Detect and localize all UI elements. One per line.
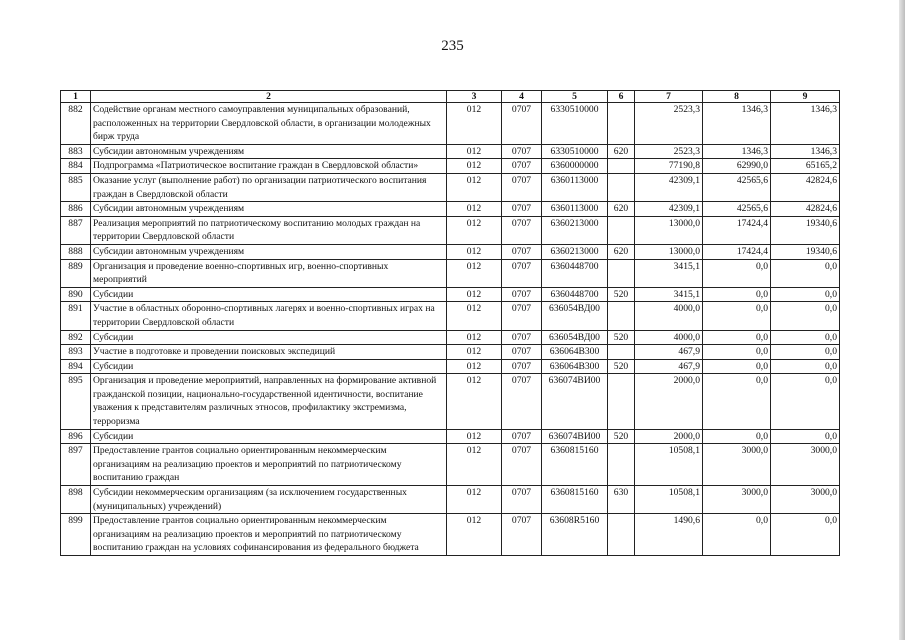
row-code-3: 012 xyxy=(447,159,502,174)
column-header: 8 xyxy=(703,91,771,103)
row-code-3: 012 xyxy=(447,429,502,444)
row-number: 895 xyxy=(61,374,91,429)
row-code-6 xyxy=(608,444,635,486)
row-amount-8: 0,0 xyxy=(703,345,771,360)
header-row xyxy=(61,91,840,103)
row-number: 887 xyxy=(61,216,91,244)
row-code-4: 0707 xyxy=(502,216,542,244)
row-code-4: 0707 xyxy=(502,444,542,486)
row-amount-8: 0,0 xyxy=(703,429,771,444)
table-row xyxy=(61,287,840,302)
row-amount-7: 3415,1 xyxy=(635,287,703,302)
row-code-5: 6360000000 xyxy=(542,159,608,174)
column-header: 7 xyxy=(635,91,703,103)
row-amount-9: 0,0 xyxy=(771,359,840,374)
row-code-5: 63608R5160 xyxy=(542,514,608,556)
row-number: 886 xyxy=(61,202,91,217)
row-code-5: 636064В300 xyxy=(542,359,608,374)
row-amount-8: 1346,3 xyxy=(703,103,771,145)
row-code-4: 0707 xyxy=(502,486,542,514)
row-amount-8: 17424,4 xyxy=(703,244,771,259)
row-amount-9: 19340,6 xyxy=(771,216,840,244)
row-code-5: 6360815160 xyxy=(542,444,608,486)
table-row xyxy=(61,173,840,201)
row-code-3: 012 xyxy=(447,302,502,330)
row-amount-7: 42309,1 xyxy=(635,202,703,217)
row-number: 883 xyxy=(61,144,91,159)
row-number: 892 xyxy=(61,330,91,345)
row-amount-9: 3000,0 xyxy=(771,444,840,486)
row-number: 898 xyxy=(61,486,91,514)
row-amount-9: 0,0 xyxy=(771,374,840,429)
row-amount-8: 0,0 xyxy=(703,359,771,374)
row-amount-7: 42309,1 xyxy=(635,173,703,201)
table-row xyxy=(61,144,840,159)
row-code-6: 630 xyxy=(608,486,635,514)
row-code-6: 620 xyxy=(608,144,635,159)
row-amount-7: 10508,1 xyxy=(635,486,703,514)
row-code-4: 0707 xyxy=(502,359,542,374)
row-amount-9: 0,0 xyxy=(771,259,840,287)
row-amount-9: 65165,2 xyxy=(771,159,840,174)
row-amount-7: 2000,0 xyxy=(635,429,703,444)
row-code-4: 0707 xyxy=(502,202,542,217)
row-number: 893 xyxy=(61,345,91,360)
page-number: 235 xyxy=(441,38,464,54)
row-number: 888 xyxy=(61,244,91,259)
row-number: 889 xyxy=(61,259,91,287)
row-code-3: 012 xyxy=(447,514,502,556)
table-row xyxy=(61,486,840,514)
column-header: 1 xyxy=(61,91,91,103)
row-number: 885 xyxy=(61,173,91,201)
row-code-3: 012 xyxy=(447,244,502,259)
row-code-4: 0707 xyxy=(502,429,542,444)
column-header: 2 xyxy=(91,91,447,103)
row-name: Субсидии xyxy=(91,359,447,374)
row-code-6 xyxy=(608,514,635,556)
table-row xyxy=(61,202,840,217)
table-row xyxy=(61,330,840,345)
row-number: 896 xyxy=(61,429,91,444)
row-name: Субсидии автономным учреждениям xyxy=(91,202,447,217)
row-number: 894 xyxy=(61,359,91,374)
row-amount-7: 10508,1 xyxy=(635,444,703,486)
row-code-5: 6360448700 xyxy=(542,259,608,287)
row-number: 882 xyxy=(61,103,91,145)
row-amount-7: 13000,0 xyxy=(635,244,703,259)
row-name: Участие в подготовке и проведении поисковых экспедиций xyxy=(91,345,447,360)
row-amount-8: 17424,4 xyxy=(703,216,771,244)
row-amount-8: 3000,0 xyxy=(703,486,771,514)
row-code-3: 012 xyxy=(447,216,502,244)
row-code-3: 012 xyxy=(447,444,502,486)
row-amount-9: 0,0 xyxy=(771,429,840,444)
row-code-5: 636054ВД00 xyxy=(542,330,608,345)
column-header: 9 xyxy=(771,91,840,103)
row-code-3: 012 xyxy=(447,202,502,217)
row-number: 899 xyxy=(61,514,91,556)
table-row xyxy=(61,444,840,486)
row-name: Субсидии xyxy=(91,287,447,302)
row-code-3: 012 xyxy=(447,330,502,345)
column-header: 4 xyxy=(502,91,542,103)
row-amount-9: 1346,3 xyxy=(771,103,840,145)
row-code-4: 0707 xyxy=(502,244,542,259)
row-name: Реализация мероприятий по патриотическому воспитанию молодых граждан на территории Свердловской области xyxy=(91,216,447,244)
row-name: Субсидии xyxy=(91,429,447,444)
row-code-4: 0707 xyxy=(502,302,542,330)
row-amount-7: 467,9 xyxy=(635,359,703,374)
row-name: Субсидии автономным учреждениям xyxy=(91,144,447,159)
row-code-4: 0707 xyxy=(502,144,542,159)
table-body xyxy=(61,103,840,556)
row-code-3: 012 xyxy=(447,173,502,201)
row-code-5: 6330510000 xyxy=(542,144,608,159)
row-number: 897 xyxy=(61,444,91,486)
row-code-3: 012 xyxy=(447,345,502,360)
row-name: Предоставление грантов социально ориентированным некоммерческим организациям на реализацию проектов и мероприятий по патриотическому воспитанию граждан xyxy=(91,444,447,486)
table-row xyxy=(61,244,840,259)
row-code-3: 012 xyxy=(447,374,502,429)
row-name: Подпрограмма «Патриотическое воспитание граждан в Свердловской области» xyxy=(91,159,447,174)
row-code-6 xyxy=(608,374,635,429)
row-code-5: 636064В300 xyxy=(542,345,608,360)
row-code-6 xyxy=(608,103,635,145)
table-row xyxy=(61,103,840,145)
row-amount-9: 0,0 xyxy=(771,330,840,345)
row-amount-9: 0,0 xyxy=(771,287,840,302)
row-amount-7: 2000,0 xyxy=(635,374,703,429)
row-code-5: 6360815160 xyxy=(542,486,608,514)
row-code-3: 012 xyxy=(447,287,502,302)
row-amount-7: 4000,0 xyxy=(635,330,703,345)
row-code-5: 6360448700 xyxy=(542,287,608,302)
row-amount-8: 0,0 xyxy=(703,514,771,556)
row-amount-8: 3000,0 xyxy=(703,444,771,486)
row-code-6: 620 xyxy=(608,202,635,217)
row-number: 890 xyxy=(61,287,91,302)
table-row xyxy=(61,259,840,287)
row-code-5: 636054ВД00 xyxy=(542,302,608,330)
column-header: 3 xyxy=(447,91,502,103)
row-amount-9: 19340,6 xyxy=(771,244,840,259)
row-code-5: 6330510000 xyxy=(542,103,608,145)
row-code-6: 520 xyxy=(608,287,635,302)
row-amount-8: 62990,0 xyxy=(703,159,771,174)
row-amount-9: 42824,6 xyxy=(771,173,840,201)
row-code-4: 0707 xyxy=(502,103,542,145)
row-name: Организация и проведение военно-спортивных игр, военно-спортивных мероприятий xyxy=(91,259,447,287)
table-row xyxy=(61,429,840,444)
row-code-4: 0707 xyxy=(502,287,542,302)
budget-table xyxy=(60,90,840,556)
table-row xyxy=(61,359,840,374)
row-code-5: 6360213000 xyxy=(542,216,608,244)
row-code-4: 0707 xyxy=(502,374,542,429)
row-code-5: 6360113000 xyxy=(542,173,608,201)
row-code-3: 012 xyxy=(447,359,502,374)
row-amount-7: 3415,1 xyxy=(635,259,703,287)
row-amount-7: 2523,3 xyxy=(635,144,703,159)
row-amount-9: 0,0 xyxy=(771,302,840,330)
table-row xyxy=(61,514,840,556)
row-name: Субсидии некоммерческим организациям (за исключением государственных (муниципальных) учреждений) xyxy=(91,486,447,514)
row-name: Субсидии xyxy=(91,330,447,345)
row-amount-9: 0,0 xyxy=(771,345,840,360)
row-amount-8: 42565,6 xyxy=(703,173,771,201)
table-row xyxy=(61,159,840,174)
row-code-4: 0707 xyxy=(502,514,542,556)
row-amount-7: 2523,3 xyxy=(635,103,703,145)
row-amount-8: 0,0 xyxy=(703,287,771,302)
row-number: 884 xyxy=(61,159,91,174)
scan-edge xyxy=(899,0,905,640)
table-row xyxy=(61,345,840,360)
row-code-4: 0707 xyxy=(502,159,542,174)
row-amount-7: 13000,0 xyxy=(635,216,703,244)
row-code-6 xyxy=(608,259,635,287)
row-code-3: 012 xyxy=(447,103,502,145)
row-code-6 xyxy=(608,216,635,244)
row-code-5: 636074ВИ00 xyxy=(542,429,608,444)
row-amount-9: 42824,6 xyxy=(771,202,840,217)
table-row xyxy=(61,374,840,429)
row-code-5: 636074ВИ00 xyxy=(542,374,608,429)
row-name: Предоставление грантов социально ориентированным некоммерческим организациям на реализацию проектов и мероприятий по патриотическому воспитанию граждан на условиях софинансирования из федерального бюджета xyxy=(91,514,447,556)
row-code-6: 520 xyxy=(608,359,635,374)
row-code-4: 0707 xyxy=(502,173,542,201)
row-code-6: 520 xyxy=(608,429,635,444)
row-code-6 xyxy=(608,173,635,201)
row-name: Субсидии автономным учреждениям xyxy=(91,244,447,259)
row-code-6 xyxy=(608,159,635,174)
row-amount-8: 0,0 xyxy=(703,259,771,287)
row-code-3: 012 xyxy=(447,486,502,514)
row-number: 891 xyxy=(61,302,91,330)
row-amount-7: 467,9 xyxy=(635,345,703,360)
row-amount-9: 1346,3 xyxy=(771,144,840,159)
row-code-6 xyxy=(608,302,635,330)
row-code-6: 620 xyxy=(608,244,635,259)
row-code-6 xyxy=(608,345,635,360)
row-code-6: 520 xyxy=(608,330,635,345)
row-amount-8: 0,0 xyxy=(703,330,771,345)
row-code-5: 6360213000 xyxy=(542,244,608,259)
table-row xyxy=(61,302,840,330)
row-code-4: 0707 xyxy=(502,345,542,360)
row-code-4: 0707 xyxy=(502,330,542,345)
row-amount-9: 0,0 xyxy=(771,514,840,556)
row-amount-8: 42565,6 xyxy=(703,202,771,217)
row-code-5: 6360113000 xyxy=(542,202,608,217)
row-amount-8: 0,0 xyxy=(703,302,771,330)
row-name: Участие в областных оборонно-спортивных лагерях и военно-спортивных играх на территории Свердловской области xyxy=(91,302,447,330)
row-amount-7: 4000,0 xyxy=(635,302,703,330)
row-name: Содействие органам местного самоуправления муниципальных образований, расположенных на территории Свердловской области, в организации молодежных бирж труда xyxy=(91,103,447,145)
row-name: Оказание услуг (выполнение работ) по организации патриотического воспитания граждан в Свердловской области xyxy=(91,173,447,201)
row-name: Организация и проведение мероприятий, направленных на формирование активной гражданской позиции, национально-государственной идентичности, воспитание уважения к представителям различных этносов, профилактику экстремизма, терроризма xyxy=(91,374,447,429)
row-amount-7: 1490,6 xyxy=(635,514,703,556)
column-header: 6 xyxy=(608,91,635,103)
row-amount-9: 3000,0 xyxy=(771,486,840,514)
row-amount-7: 77190,8 xyxy=(635,159,703,174)
row-amount-8: 1346,3 xyxy=(703,144,771,159)
row-amount-8: 0,0 xyxy=(703,374,771,429)
row-code-3: 012 xyxy=(447,259,502,287)
row-code-3: 012 xyxy=(447,144,502,159)
column-header: 5 xyxy=(542,91,608,103)
row-code-4: 0707 xyxy=(502,259,542,287)
table-row xyxy=(61,216,840,244)
